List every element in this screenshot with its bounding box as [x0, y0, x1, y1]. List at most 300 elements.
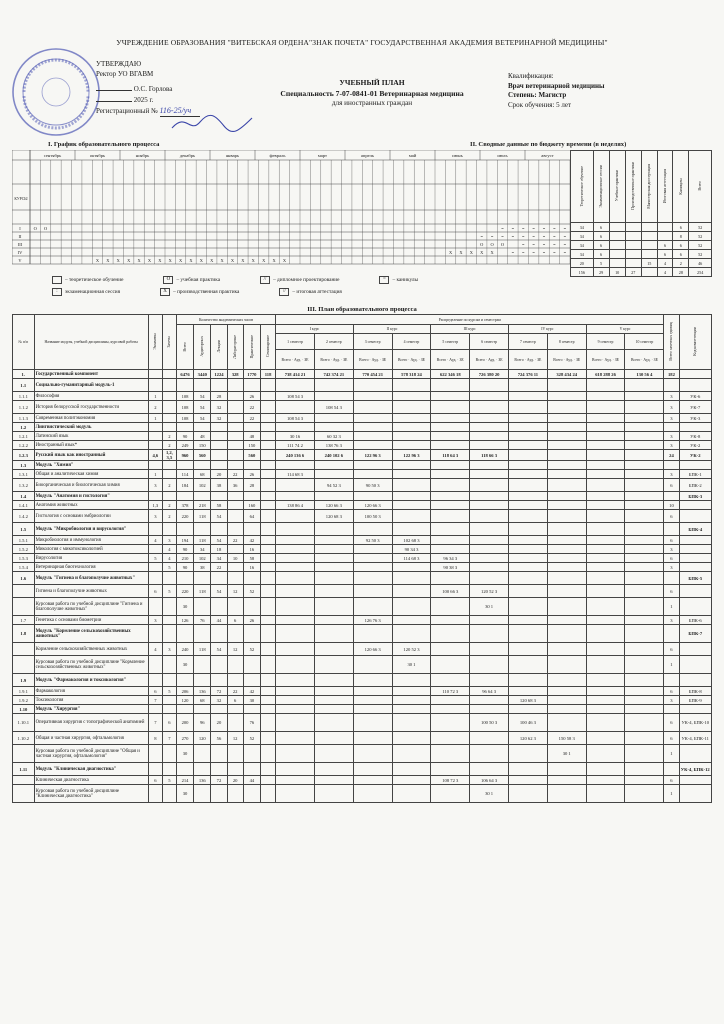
plan-cell-s3: [353, 461, 392, 470]
semester-4: 4 семестр: [392, 334, 431, 350]
plan-cell-exam: 3: [148, 510, 162, 523]
plan-cell-prac: 26: [243, 392, 260, 401]
plan-cell-s10: [625, 696, 664, 705]
plan-cell-s7: 724 376 11: [509, 370, 548, 379]
plan-cell-total: 270: [176, 732, 193, 745]
plan-cell-sem: [260, 461, 275, 470]
plan-cell-lab: [227, 401, 243, 414]
plan-cell-s9: [586, 510, 625, 523]
table-row: [13, 563, 712, 572]
sched-vacation-mark: =: [563, 234, 567, 239]
plan-cell-s10: [625, 461, 664, 470]
plan-cell-ze: [664, 572, 679, 585]
plan-cell-credit: [162, 745, 176, 763]
plan-cell-lab: 20: [227, 776, 243, 785]
plan-cell-lab: 22: [227, 536, 243, 545]
legend-symbol: X: [160, 288, 170, 296]
plan-cell-sem: [260, 776, 275, 785]
summary-cell: 4: [657, 259, 672, 268]
semester-2: 2 семестр: [314, 334, 353, 350]
plan-cell-s7: [509, 585, 548, 598]
plan-cell-aud: [194, 523, 211, 536]
plan-cell-s4: [392, 585, 431, 598]
plan-cell-name: Генетика с основами биометрии: [34, 616, 148, 625]
legend: [42, 274, 562, 298]
semester-subcols: Всего · Ауд. · ЗЕ: [586, 350, 625, 370]
plan-cell-prac: [243, 625, 260, 643]
plan-cell-prac: [243, 492, 260, 501]
sched-practice-mark: О: [43, 226, 48, 231]
month-label-4: декабрь: [179, 153, 196, 158]
plan-cell-prac: [243, 656, 260, 674]
course-3: III курс: [431, 325, 509, 334]
plan-cell-ze: 6: [664, 510, 679, 523]
plan-cell-lab: 328: [227, 370, 243, 379]
plan-cell-s3: [353, 379, 392, 392]
plan-cell-s10: [625, 625, 664, 643]
sched-production-mark: X: [189, 258, 193, 263]
plan-cell-s6: [470, 470, 509, 479]
plan-cell-s5: 110 72 3: [431, 687, 470, 696]
plan-cell-s7: [509, 643, 548, 656]
sched-production-mark: X: [480, 250, 484, 255]
summary-cell: [641, 223, 657, 232]
plan-cell-s7: [509, 536, 548, 545]
plan-cell-s9: [586, 479, 625, 492]
plan-cell-lec: 72: [211, 776, 227, 785]
plan-cell-s2: [314, 785, 353, 803]
plan-cell-s7: [509, 687, 548, 696]
plan-cell-exam: 6: [148, 687, 162, 696]
plan-cell-s5: [431, 492, 470, 501]
table-row: [13, 776, 712, 785]
plan-cell-comp: БПК-8: [679, 687, 712, 696]
plan-cell-s6: 726 380 20: [470, 370, 509, 379]
plan-cell-s8: [547, 763, 586, 776]
qual-value: Врач ветеринарной медицины: [508, 81, 605, 90]
plan-cell-name: Общая и аналитическая химия: [34, 470, 148, 479]
plan-cell-s3: [353, 441, 392, 450]
plan-cell-s4: 120 52 3: [392, 643, 431, 656]
plan-section-title: III. План образовательного процесса: [307, 306, 417, 313]
approve-date: 2025 г.: [133, 95, 154, 104]
plan-cell-total: [176, 763, 193, 776]
plan-cell-credit: 5: [162, 776, 176, 785]
plan-cell-ze: [664, 379, 679, 392]
plan-cell-aud: 68: [194, 696, 211, 705]
plan-cell-comp: [679, 461, 712, 470]
sched-production-mark: X: [282, 258, 287, 263]
plan-cell-s6: [470, 523, 509, 536]
plan-cell-lec: [211, 745, 227, 763]
plan-cell-s5: [431, 414, 470, 423]
plan-cell-exam: 1: [148, 392, 162, 401]
plan-cell-s4: [392, 598, 431, 616]
plan-cell-s2: [314, 392, 353, 401]
semester-6: 6 семестр: [470, 334, 509, 350]
summary-row: [571, 259, 712, 268]
plan-cell-prac: [243, 763, 260, 776]
plan-cell-s7: [509, 501, 548, 510]
plan-cell-s9: [586, 745, 625, 763]
semester-subcols: Всего · Ауд. · ЗЕ: [353, 350, 392, 370]
course-row-III: III: [17, 242, 23, 247]
plan-cell-lab: 12: [227, 643, 243, 656]
plan-cell-credit: 3: [162, 536, 176, 545]
plan-cell-sem: [260, 450, 275, 461]
plan-cell-name: Оперативная хирургия с топографической анатомией: [34, 714, 148, 732]
summary-cell: [609, 259, 625, 268]
table-row: [13, 370, 712, 379]
plan-cell-s7: [509, 763, 548, 776]
plan-cell-no: 1.2.3: [13, 450, 35, 461]
plan-cell-ze: 6: [664, 536, 679, 545]
plan-cell-s6: [470, 461, 509, 470]
plan-cell-s7: [509, 401, 548, 414]
plan-cell-sem: [260, 572, 275, 585]
plan-cell-credit: 2: [162, 441, 176, 450]
plan-cell-total: 200: [176, 714, 193, 732]
plan-cell-s1: [276, 687, 315, 696]
module-row: [13, 763, 712, 776]
plan-cell-s7: [509, 625, 548, 643]
plan-cell-no: 1.3.2: [13, 479, 35, 492]
plan-cell-s8: [547, 461, 586, 470]
table-row: [13, 536, 712, 545]
plan-cell-s9: [586, 714, 625, 732]
plan-cell-s1: [276, 598, 315, 616]
summary-cell: 34: [571, 232, 594, 241]
plan-cell-s1: [276, 492, 315, 501]
plan-cell-s8: [547, 470, 586, 479]
table-row: [13, 732, 712, 745]
plan-cell-comp: [679, 585, 712, 598]
plan-cell-s10: [625, 536, 664, 545]
plan-cell-total: 220: [176, 585, 193, 598]
plan-cell-total: 90: [176, 432, 193, 441]
plan-cell-sem: [260, 616, 275, 625]
plan-cell-s1: 114 68 3: [276, 470, 315, 479]
table-row: [13, 745, 712, 763]
plan-cell-name: Токсикология: [34, 696, 148, 705]
plan-cell-prac: 52: [243, 643, 260, 656]
sched-production-mark: X: [241, 258, 245, 263]
plan-cell-s6: 30 1: [470, 785, 509, 803]
plan-cell-lab: [227, 423, 243, 432]
plan-cell-s4: [392, 392, 431, 401]
semester-8: 8 семестр: [547, 334, 586, 350]
plan-cell-ze: 1: [664, 785, 679, 803]
plan-cell-s3: 126 76 3: [353, 616, 392, 625]
plan-cell-s5: [431, 732, 470, 745]
plan-cell-lec: [211, 432, 227, 441]
plan-cell-s2: [314, 554, 353, 563]
plan-cell-total: 30: [176, 656, 193, 674]
plan-cell-no: 1.4: [13, 492, 35, 501]
plan-cell-name: Микробиология и иммунология: [34, 536, 148, 545]
plan-cell-aud: 136: [194, 687, 211, 696]
sched-vacation-mark: =: [501, 234, 504, 239]
legend-symbol: [52, 276, 62, 284]
plan-cell-s1: [276, 643, 315, 656]
plan-cell-s10: [625, 705, 664, 714]
specialty: Специальность 7-07-0841-01 Ветеринарная медицина: [280, 88, 464, 98]
plan-cell-s10: [625, 441, 664, 450]
plan-cell-sem: [260, 523, 275, 536]
plan-cell-comp: УК-6: [679, 392, 712, 401]
legend-symbol: //: [279, 288, 289, 296]
plan-cell-credit: 4: [162, 545, 176, 554]
plan-cell-comp: БПК-3: [679, 492, 712, 501]
plan-cell-s5: [431, 745, 470, 763]
plan-cell-s4: [392, 572, 431, 585]
plan-cell-ze: 3: [664, 432, 679, 441]
plan-cell-no: 1.1.2: [13, 401, 35, 414]
plan-cell-name: Лингвистический модуль: [34, 423, 148, 432]
plan-cell-ze: 24: [664, 450, 679, 461]
sched-vacation-mark: =: [563, 250, 567, 255]
semester-1: 1 семестр: [276, 334, 315, 350]
plan-cell-s2: [314, 776, 353, 785]
table-row: [13, 554, 712, 563]
module-row: [13, 625, 712, 643]
plan-cell-s10: [625, 450, 664, 461]
semester-subcols: Всего · Ауд. · ЗЕ: [392, 350, 431, 370]
plan-cell-lab: [227, 441, 243, 450]
plan-cell-s4: 578 318 24: [392, 370, 431, 379]
plan-cell-lec: [211, 656, 227, 674]
plan-cell-prac: 76: [243, 714, 260, 732]
plan-cell-prac: 58: [243, 554, 260, 563]
plan-cell-s6: [470, 510, 509, 523]
plan-cell-s9: [586, 643, 625, 656]
plan-cell-s5: [431, 510, 470, 523]
semester-7: 7 семестр: [509, 334, 548, 350]
plan-cell-s1: [276, 572, 315, 585]
table-row: [13, 401, 712, 414]
schedule-grid: [12, 150, 570, 268]
plan-cell-lab: [227, 450, 243, 461]
plan-cell-sem: [260, 554, 275, 563]
plan-cell-exam: [148, 370, 162, 379]
plan-cell-s3: 122 96 3: [353, 450, 392, 461]
plan-cell-s5: [431, 598, 470, 616]
plan-cell-name: Вирусология: [34, 554, 148, 563]
summary-row: [571, 232, 712, 241]
sched-production-mark: X: [168, 258, 172, 263]
plan-cell-s4: [392, 501, 431, 510]
legend-symbol: :: [52, 288, 62, 296]
table-row: [13, 714, 712, 732]
plan-cell-s4: [392, 732, 431, 745]
plan-cell-name: Клиническая диагностика: [34, 776, 148, 785]
summary-total-cell: 10: [609, 268, 625, 277]
plan-cell-credit: [162, 470, 176, 479]
summary-total-cell: 29: [593, 268, 609, 277]
plan-cell-total: 90: [176, 563, 193, 572]
sched-production-mark: X: [127, 258, 131, 263]
plan-cell-credit: 2: [162, 432, 176, 441]
plan-cell-s10: [625, 423, 664, 432]
plan-cell-name: Фармакология: [34, 687, 148, 696]
plan-cell-lab: 12: [227, 585, 243, 598]
plan-cell-no: 1.5.4: [13, 563, 35, 572]
plan-cell-s6: [470, 625, 509, 643]
module-row: [13, 523, 712, 536]
summary-cell: 2: [673, 259, 689, 268]
plan-cell-total: [176, 523, 193, 536]
plan-cell-exam: 1,3: [148, 501, 162, 510]
sched-practice-mark: О: [480, 242, 484, 247]
plan-cell-credit: [162, 414, 176, 423]
plan-cell-s7: [509, 523, 548, 536]
summary-cell: 52: [689, 232, 712, 241]
col-credits: Зачеты: [162, 315, 176, 370]
plan-cell-aud: [194, 745, 211, 763]
plan-cell-ze: [664, 523, 679, 536]
semester-subcols: Всего · Ауд. · ЗЕ: [276, 350, 315, 370]
plan-cell-s3: [353, 563, 392, 572]
summary-row: [571, 241, 712, 250]
month-label-7: март: [317, 153, 328, 158]
plan-cell-credit: [162, 616, 176, 625]
plan-cell-s1: [276, 674, 315, 687]
plan-cell-s10: [625, 643, 664, 656]
summary-cell: [625, 232, 641, 241]
plan-cell-s8: [547, 545, 586, 554]
month-label-2: октябрь: [89, 153, 106, 158]
plan-cell-lab: [227, 714, 243, 732]
plan-cell-lec: 22: [211, 563, 227, 572]
course-4: IV курс: [509, 325, 587, 334]
plan-cell-no: 1.11: [13, 763, 35, 776]
plan-cell-prac: 42: [243, 536, 260, 545]
plan-cell-name: Модуль "Микробиология и вирусология": [34, 523, 148, 536]
plan-cell-s2: 120 66 3: [314, 501, 353, 510]
plan-cell-total: 30: [176, 598, 193, 616]
plan-cell-lab: [227, 379, 243, 392]
plan-cell-credit: [162, 423, 176, 432]
plan-cell-prac: 16: [243, 563, 260, 572]
plan-cell-s10: [625, 401, 664, 414]
month-label-1: сентябрь: [43, 153, 62, 158]
plan-cell-s9: [586, 554, 625, 563]
plan-cell-lab: [227, 656, 243, 674]
summary-total-row: [571, 268, 712, 277]
plan-cell-s8: [547, 379, 586, 392]
plan-cell-s2: [314, 536, 353, 545]
plan-cell-lec: 44: [211, 616, 227, 625]
plan-cell-s4: [392, 714, 431, 732]
plan-cell-credit: [162, 401, 176, 414]
degree: Степень: Магистр: [508, 91, 567, 99]
plan-cell-name: Социально-гуманитарный модуль-1: [34, 379, 148, 392]
plan-cell-sem: [260, 423, 275, 432]
plan-cell-lab: [227, 461, 243, 470]
plan-cell-no: 1.4.2: [13, 510, 35, 523]
plan-cell-no: 1.3.1: [13, 470, 35, 479]
plan-cell-name: Курсовая работа по учебной дисциплине "Общая и частная хирургия, офтальмология": [34, 745, 148, 763]
plan-cell-sem: [260, 598, 275, 616]
plan-cell-s10: [625, 674, 664, 687]
plan-cell-aud: 150: [194, 441, 211, 450]
plan-cell-comp: [679, 370, 712, 379]
plan-cell-s8: [547, 450, 586, 461]
plan-cell-ze: 3: [664, 563, 679, 572]
plan-cell-sem: [260, 732, 275, 745]
plan-cell-s1: 738 414 21: [276, 370, 315, 379]
plan-cell-sem: [260, 392, 275, 401]
sched-production-mark: X: [459, 250, 463, 255]
plan-cell-lab: [227, 625, 243, 643]
plan-cell-exam: [148, 523, 162, 536]
semester-subcols: Всего · Ауд. · ЗЕ: [547, 350, 586, 370]
plan-cell-s2: [314, 414, 353, 423]
plan-cell-sem: [260, 563, 275, 572]
plan-cell-comp: БПК-7: [679, 625, 712, 643]
plan-cell-lab: [227, 785, 243, 803]
plan-cell-credit: 2: [162, 479, 176, 492]
summary-cell: 52: [689, 241, 712, 250]
plan-cell-prac: 52: [243, 585, 260, 598]
plan-cell-total: 6476: [176, 370, 193, 379]
plan-cell-s7: [509, 441, 548, 450]
table-row: [13, 450, 712, 461]
plan-cell-lab: 6: [227, 696, 243, 705]
plan-cell-s7: [509, 705, 548, 714]
plan-cell-aud: [194, 656, 211, 674]
sched-production-mark: X: [106, 258, 110, 263]
plan-cell-total: 108: [176, 401, 193, 414]
plan-cell-comp: БПК-1: [679, 470, 712, 479]
plan-cell-prac: [243, 423, 260, 432]
plan-cell-s8: [547, 479, 586, 492]
plan-cell-s9: [586, 461, 625, 470]
courses-label: КУРСЫ: [14, 197, 28, 201]
plan-cell-no: 1.1.1: [13, 392, 35, 401]
plan-cell-s8: [547, 776, 586, 785]
plan-cell-lec: [211, 763, 227, 776]
plan-cell-total: [176, 461, 193, 470]
plan-cell-prac: 22: [243, 401, 260, 414]
plan-cell-credit: [162, 523, 176, 536]
plan-cell-prac: 150: [243, 441, 260, 450]
plan-cell-s6: [470, 536, 509, 545]
plan-cell-s7: [509, 554, 548, 563]
month-label-8: апрель: [360, 153, 375, 158]
plan-cell-s8: [547, 441, 586, 450]
plan-cell-s7: [509, 492, 548, 501]
semester-subcols: Всего · Ауд. · ЗЕ: [431, 350, 470, 370]
plan-cell-s6: 120 52 3: [470, 585, 509, 598]
plan-cell-s6: [470, 745, 509, 763]
summary-cell: 6: [657, 250, 672, 259]
summary-cell: 5: [593, 259, 609, 268]
table-row: [13, 598, 712, 616]
col-practicals: Практические: [243, 325, 260, 370]
plan-cell-s4: [392, 625, 431, 643]
summary-cell: 6: [673, 250, 689, 259]
plan-cell-s10: [625, 432, 664, 441]
plan-cell-comp: БПК-4: [679, 523, 712, 536]
plan-cell-name: Модуль "Кормление сельскохозяйственных животных": [34, 625, 148, 643]
sched-production-mark: X: [220, 258, 224, 263]
plan-cell-s9: [586, 450, 625, 461]
plan-cell-total: 30: [176, 745, 193, 763]
plan-cell-s5: 108 72 3: [431, 776, 470, 785]
plan-cell-ze: 3: [664, 545, 679, 554]
plan-cell-s9: [586, 656, 625, 674]
